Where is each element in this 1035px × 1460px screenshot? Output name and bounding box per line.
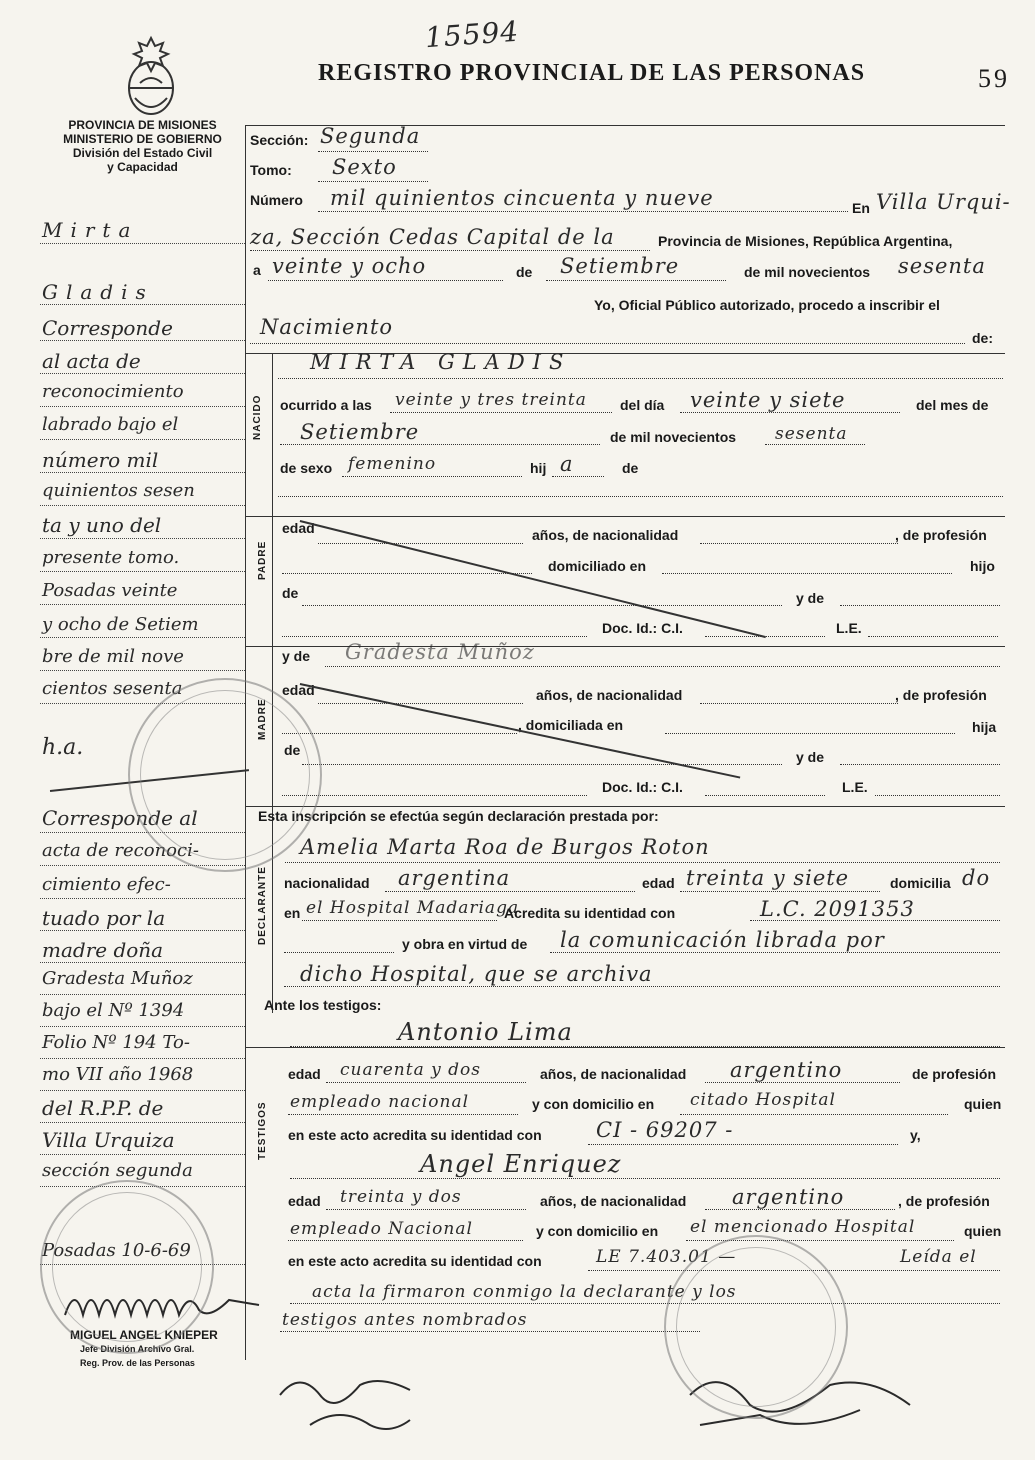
padre-line2a	[282, 573, 532, 574]
margin-line-23	[40, 1090, 245, 1091]
margin-note1-line: bre de mil nove	[42, 646, 184, 667]
dec-nac-value: argentina	[398, 866, 511, 890]
dec-obra-line-b	[550, 952, 1000, 953]
margin-line-1	[40, 243, 245, 244]
padre-edad-line	[318, 543, 523, 544]
en-value-continued: za, Sección Cedas Capital de la	[250, 225, 615, 249]
dec-obra-value: la comunicación librada por	[560, 928, 885, 952]
acto-value: Nacimiento	[260, 315, 394, 339]
en-line2	[250, 250, 650, 251]
madre-doc-label: Doc. Id.: C.I.	[602, 779, 683, 795]
margin-name-top: Mirta	[42, 218, 139, 242]
t1-nac-value: argentino	[730, 1058, 843, 1082]
sexo-line	[342, 476, 522, 477]
dec-nac-line	[385, 891, 635, 892]
tomo-line	[318, 181, 428, 182]
de-line-2	[278, 496, 1003, 497]
madre-le-line	[875, 795, 1000, 796]
dec-acredita-label: Acredita su identidad con	[504, 905, 676, 921]
margin-note2-line: del R.P.P. de	[42, 1096, 164, 1120]
seccion-label: Sección:	[250, 132, 309, 148]
margin-note1-line: labrado bajo el	[42, 414, 179, 435]
t1-prof-line	[288, 1114, 518, 1115]
margin-note1-line: Corresponde	[42, 316, 173, 340]
sexo-value: femenino	[348, 454, 437, 474]
en-label: En	[852, 200, 870, 216]
margin-note2-line: sección segunda	[42, 1160, 193, 1181]
margin-line-4	[40, 373, 245, 374]
dec-en-value: el Hospital Madariaga	[306, 898, 520, 918]
padre-de-label: de	[282, 585, 299, 601]
mes-nac-value: Setiembre	[300, 420, 420, 444]
margin-note2-line: acta de reconoci-	[42, 840, 199, 861]
margin-line-12	[40, 637, 245, 638]
signature-org: Reg. Prov. de las Personas	[80, 1358, 195, 1368]
dec-dom-label: domicilia	[890, 875, 951, 891]
madre-yde2-line	[840, 764, 1000, 765]
margin-note2-line: bajo el Nº 1394	[42, 1000, 185, 1021]
section-divider	[272, 353, 273, 1013]
margin-line-20	[40, 994, 245, 995]
padre-yde-label: y de	[796, 590, 825, 606]
closing-line2: testigos antes nombrados	[282, 1310, 528, 1330]
padre-doc-label: Doc. Id.: C.I.	[602, 620, 683, 636]
margin-line-6	[40, 439, 245, 440]
t1-dom-label: y con domicilio en	[532, 1096, 655, 1112]
t1-doc-line	[588, 1144, 898, 1145]
del-mes-label: del mes de	[916, 397, 989, 413]
dia-line	[268, 280, 503, 281]
signature-title: Jefe División Archivo Gral.	[80, 1344, 195, 1354]
province-label: PROVINCIA DE MISIONES	[68, 118, 217, 132]
hospital-stamp-icon	[664, 1235, 848, 1419]
margin-note1-line: cientos sesenta	[42, 678, 183, 699]
del-dia-label: del día	[620, 397, 665, 413]
acto-line	[250, 343, 965, 344]
seccion-value: Segunda	[320, 124, 421, 148]
madre-name: Gradesta Muñoz	[345, 640, 535, 664]
padre-de-line	[302, 605, 782, 606]
declaracion-text: Esta inscripción se efectúa según declaración prestada por:	[258, 808, 659, 824]
t2-edad-line	[326, 1209, 526, 1210]
margin-note2-line: madre doña	[42, 938, 164, 962]
t2-edad-value: treinta y dos	[340, 1187, 462, 1207]
padre-le-line	[868, 636, 998, 637]
seccion-line	[318, 151, 428, 152]
madre-nac-label: años, de nacionalidad	[536, 687, 683, 703]
anio-value: sesenta	[898, 254, 986, 278]
margin-note2-line: mo VII año 1968	[42, 1064, 194, 1085]
dia-value: veinte y ocho	[272, 254, 427, 278]
testigos-section-label: TESTIGOS	[257, 1101, 268, 1160]
declarante-section-label: DECLARANTE	[257, 866, 268, 945]
madre-prof-label: , de profesión	[895, 687, 987, 703]
mes-line	[546, 280, 726, 281]
t2-edad-label: edad	[288, 1193, 321, 1209]
margin-note2-line: Posadas 10-6-69	[42, 1240, 191, 1261]
margin-line-8	[40, 505, 245, 506]
madre-nac-line	[700, 703, 898, 704]
declarante-rule	[245, 806, 1005, 807]
padre-rule	[245, 516, 1005, 517]
t2-prof-label: , de profesión	[898, 1193, 990, 1209]
t2-name-line	[290, 1178, 1000, 1179]
testigos-rule	[245, 1047, 1005, 1048]
margin-line-21	[40, 1026, 245, 1027]
margin-line-10	[40, 571, 245, 572]
nacido-section-label: NACIDO	[252, 394, 263, 440]
dec-edad-label: edad	[642, 875, 675, 891]
margin-line-18	[40, 930, 245, 931]
hij-value: a	[560, 452, 574, 476]
margin-line-17	[40, 898, 245, 899]
document-title: REGISTRO PROVINCIAL DE LAS PERSONAS	[318, 60, 866, 86]
anio-nac-line	[765, 444, 865, 445]
closing-line1: acta la firmaron conmigo la declarante y los	[312, 1282, 737, 1302]
margin-note2-line: Folio Nº 194 To-	[42, 1032, 190, 1053]
signature-name: MIGUEL ANGEL KNIEPER	[70, 1328, 218, 1342]
t1-quien: quien	[964, 1096, 1002, 1112]
dec-obra-line-a	[284, 952, 394, 953]
page-number: 59	[978, 64, 1010, 93]
t2-nac-label: años, de nacionalidad	[540, 1193, 687, 1209]
mes-nac-line	[280, 444, 600, 445]
padre-yde-line	[840, 605, 1000, 606]
margin-line-22	[40, 1058, 245, 1059]
mil-nov-label: de mil novecientos	[610, 429, 737, 445]
de-colon: de:	[972, 330, 993, 346]
bottom-signatures-icon	[270, 1355, 1000, 1445]
madre-yde2-label: y de	[796, 749, 825, 765]
padre-nac-label: años, de nacionalidad	[532, 527, 679, 543]
margin-initials: h.a.	[42, 735, 84, 760]
padre-doc-line-a	[282, 636, 587, 637]
t1-edad-line	[326, 1082, 526, 1083]
file-number-handwritten: 15594	[423, 14, 521, 55]
margin-note1-line: presente tomo.	[42, 547, 180, 568]
madre-dom-label: , domiciliada en	[518, 717, 624, 733]
margin-line-11	[40, 604, 245, 605]
padre-section-label: PADRE	[257, 540, 268, 580]
tomo-value: Sexto	[332, 155, 397, 179]
t2-doc-value: LE 7.403.01 —	[596, 1247, 737, 1267]
padre-edad-label: edad	[282, 520, 315, 536]
archive-stamp-icon	[40, 1180, 214, 1354]
margin-note2-line: cimiento efec-	[42, 874, 171, 895]
margin-line-19	[40, 962, 245, 963]
t1-name-line	[290, 1046, 1000, 1047]
padre-le-label: L.E.	[836, 620, 862, 636]
margin-line-2	[40, 304, 245, 305]
margin-note2-line: Gradesta Muñoz	[42, 968, 193, 989]
padre-prof-label: , de profesión	[895, 527, 987, 543]
madre-name-line	[325, 666, 1000, 667]
madre-doc-line-b	[705, 795, 825, 796]
numero-label: Número	[250, 192, 303, 208]
tomo-label: Tomo:	[250, 162, 292, 178]
t2-quien: quien	[964, 1223, 1002, 1239]
t1-dom-line	[680, 1114, 948, 1115]
margin-line-5	[40, 406, 245, 407]
margin-note2-line: Corresponde al	[42, 806, 198, 830]
declarante-name: Amelia Marta Roa de Burgos Roton	[300, 835, 710, 859]
madre-le-label: L.E.	[842, 779, 868, 795]
t2-nac-value: argentino	[732, 1185, 845, 1209]
t1-edad-label: edad	[288, 1066, 321, 1082]
padre-dom-line	[662, 573, 952, 574]
margin-line-9	[40, 538, 245, 539]
oficial-text: Yo, Oficial Público autorizado, procedo a inscribir el	[594, 297, 940, 313]
numero-value: mil quinientos cincuenta y nueve	[330, 186, 714, 210]
t2-nac-line	[705, 1209, 895, 1210]
provincia-text: Provincia de Misiones, República Argentina,	[658, 233, 953, 249]
margin-note1-line: quinientos sesen	[42, 480, 195, 501]
de-label-2: de	[622, 460, 639, 476]
madre-doc-line-a	[282, 795, 587, 796]
t2-dom-value: el mencionado Hospital	[690, 1217, 916, 1237]
dec-edad-line	[680, 891, 880, 892]
nacido-name-line	[278, 378, 1003, 379]
t2-acredita-label: en este acto acredita su identidad con	[288, 1253, 542, 1269]
margin-note2-line: tuado por la	[42, 906, 166, 930]
dia-nac-value: veinte y siete	[690, 388, 846, 412]
a-label: a	[253, 262, 261, 278]
testigos-label: Ante los testigos:	[264, 997, 382, 1013]
margin-note1-line: ta y uno del	[42, 513, 162, 537]
t2-leida: Leída el	[900, 1247, 977, 1267]
padre-hijo-label: hijo	[970, 558, 995, 574]
dec-obra-value2: dicho Hospital, que se archiva	[300, 962, 653, 986]
t1-prof-value: empleado nacional	[290, 1092, 470, 1112]
padre-nac-line	[700, 543, 898, 544]
madre-edad-line	[318, 703, 523, 704]
hij-label: hij	[530, 460, 547, 476]
t1-name: Antonio Lima	[398, 1018, 573, 1046]
margin-note1-line: y ocho de Setiem	[42, 614, 199, 635]
en-value: Villa Urqui-	[876, 190, 1011, 214]
ministry-label: MINISTERIO DE GOBIERNO	[63, 132, 222, 146]
madre-line2a	[282, 733, 517, 734]
declarante-name-line	[285, 862, 1000, 863]
t1-edad-value: cuarenta y dos	[340, 1060, 481, 1080]
numero-line	[318, 211, 848, 212]
closing-line2-rule	[280, 1331, 700, 1332]
sexo-label: de sexo	[280, 460, 333, 476]
dec-en-line	[302, 920, 497, 921]
margin-name-second: Gladis	[42, 280, 154, 304]
registry-stamp-icon	[128, 678, 322, 872]
madre-de-label: de	[284, 742, 301, 758]
t1-nac-line	[705, 1082, 900, 1083]
t1-y: y,	[910, 1127, 921, 1143]
division-line1: División del Estado Civil	[72, 146, 213, 160]
t1-acredita-label: en este acto acredita su identidad con	[288, 1127, 542, 1143]
dec-en-label: en	[284, 905, 301, 921]
hij-line	[552, 476, 604, 477]
madre-yde-label: y de	[282, 648, 311, 664]
mes-value: Setiembre	[560, 254, 680, 278]
t2-prof-line	[288, 1240, 523, 1241]
madre-de-line	[302, 764, 782, 765]
coat-of-arms-icon	[120, 28, 182, 118]
dec-dom-value: do	[962, 866, 991, 890]
t2-name: Angel Enriquez	[420, 1150, 622, 1178]
margin-note1-line: Posadas veinte	[42, 580, 178, 601]
dec-nac-label: nacionalidad	[284, 875, 370, 891]
margin-note1-line: reconocimiento	[42, 381, 184, 402]
nacido-name: MIRTA GLADIS	[310, 350, 572, 374]
closing-line1-rule	[290, 1303, 1000, 1304]
margin-line-24	[40, 1122, 245, 1123]
t1-doc-value: CI - 69207 -	[596, 1118, 734, 1142]
margin-line-3	[40, 340, 245, 341]
dia-nac-line	[680, 412, 900, 413]
t2-dom-label: y con domicilio en	[536, 1223, 659, 1239]
t1-dom-value: citado Hospital	[690, 1090, 836, 1110]
t1-nac-label: años, de nacionalidad	[540, 1066, 687, 1082]
division-line2: y Capacidad	[107, 160, 178, 174]
t1-prof-label: de profesión	[912, 1066, 997, 1082]
dec-doc-value: L.C. 2091353	[760, 897, 915, 921]
hora-line	[390, 412, 612, 413]
ocurrido-label: ocurrido a las	[280, 397, 372, 413]
de-label: de	[516, 264, 533, 280]
dec-edad-value: treinta y siete	[686, 866, 850, 890]
margin-note1-line: número mil	[42, 448, 159, 472]
padre-dom-label: domiciliado en	[548, 558, 647, 574]
madre-hija-label: hija	[972, 719, 997, 735]
margin-note2-line: Villa Urquiza	[42, 1128, 175, 1152]
madre-dom-line	[665, 733, 955, 734]
margin-note1-line: al acta de	[42, 349, 141, 373]
margin-line-25	[40, 1154, 245, 1155]
t2-prof-value: empleado Nacional	[290, 1219, 473, 1239]
margin-line-13	[40, 670, 245, 671]
dec-obra-line-c	[284, 986, 1000, 987]
anio-nac-value: sesenta	[775, 424, 848, 444]
dec-doc-line	[750, 920, 1000, 921]
madre-edad-label: edad	[282, 682, 315, 698]
hora-value: veinte y tres treinta	[395, 390, 587, 410]
anio-label: de mil novecientos	[744, 264, 871, 280]
margin-line-7	[40, 472, 245, 473]
dec-obra-label: y obra en virtud de	[402, 936, 528, 952]
madre-section-label: MADRE	[257, 698, 268, 740]
